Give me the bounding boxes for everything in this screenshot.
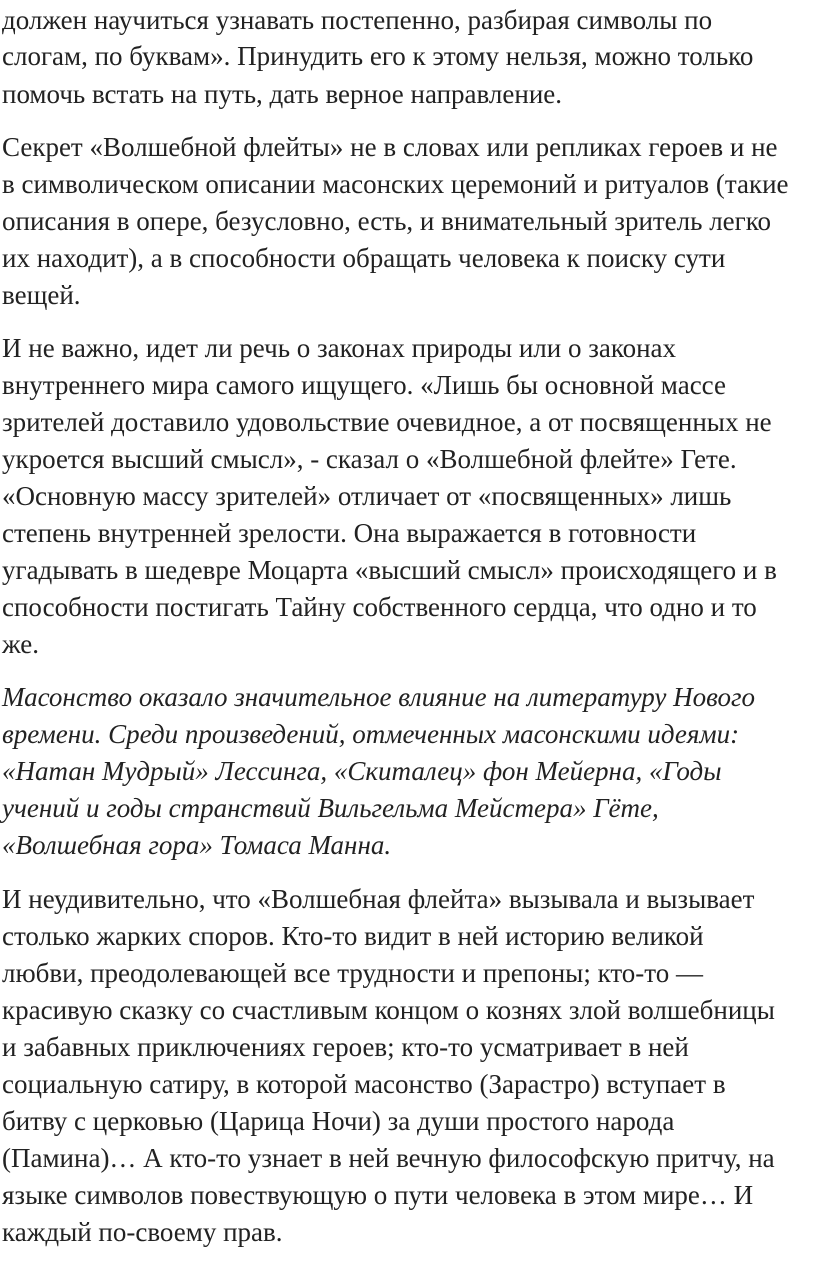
paragraph-5-line-6: социальную сатиру, в которой масонство (Зарастро) вступает в	[2, 1069, 726, 1099]
paragraph-3-line-7: угадывать в шедевре Моцарта «высший смысл» происходящего и в	[2, 555, 777, 585]
paragraph-2-line-2: в символическом описании масонских церемоний и ритуалов (такие	[2, 169, 789, 199]
paragraph-2-line-5: вещей.	[2, 280, 81, 310]
paragraph-4-line-4: учений и годы странствий Вильгельма Мейстера» Гёте,	[2, 793, 659, 823]
paragraph-4-line-3: «Натан Мудрый» Лессинга, «Скиталец» фон Мейерна, «Годы	[2, 756, 722, 786]
paragraph-5-line-3: любви, преодолевающей все трудности и препоны; кто-то —	[2, 958, 703, 988]
paragraph-2-line-4: их находит), а в способности обращать человека к поиску сути	[2, 243, 726, 273]
paragraph-3-line-5: «Основную массу зрителей» отличает от «посвященных» лишь	[2, 481, 732, 511]
paragraph-3-line-1: И не важно, идет ли речь о законах природы или о законах	[2, 333, 677, 363]
paragraph-5-line-8: (Памина)… А кто-то узнает в ней вечную философскую притчу, на	[2, 1143, 775, 1173]
paragraph-5-line-7: битву с церковью (Царица Ночи) за души простого народа	[2, 1106, 675, 1136]
paragraph-5-line-5: и забавных приключениях героев; кто-то усматривает в ней	[2, 1032, 689, 1062]
paragraph-5-line-1: И неудивительно, что «Волшебная флейта» вызывала и вызывает	[2, 884, 755, 914]
paragraph-3-line-8: способности постигать Тайну собственного сердца, что одно и то	[2, 592, 757, 622]
paragraph-5-line-2: столько жарких споров. Кто-то видит в ней историю великой	[2, 921, 704, 951]
paragraph-3-line-9: же.	[2, 629, 40, 659]
paragraph-3-line-3: зрителей доставило удовольствие очевидное, а от посвященных не	[2, 407, 772, 437]
paragraph-3-line-2: внутреннего мира самого ищущего. «Лишь бы основной массе	[2, 370, 726, 400]
paragraph-1-line-2: слогам, по буквам». Принудить его к этому нельзя, можно только	[2, 41, 754, 71]
paragraph-1-line-3: помочь встать на путь, дать верное направление.	[2, 79, 563, 109]
paragraph-1-line-1: должен научиться узнавать постепенно, разбирая символы по	[2, 5, 713, 35]
paragraph-4-line-2: времени. Среди произведений, отмеченных масонскими идеями:	[2, 719, 740, 749]
paragraph-5-line-9: языке символов повествующую о пути человека в этом мире… И	[2, 1180, 754, 1210]
paragraph-3-line-4: укроется высший смысл», - сказал о «Волшебной флейте» Гете.	[2, 444, 737, 474]
paragraph-2-line-3: описания в опере, безусловно, есть, и внимательный зритель легко	[2, 206, 771, 236]
paragraph-5-line-4: красивую сказку со счастливым концом о кознях злой волшебницы	[2, 995, 775, 1025]
paragraph-4-line-5: «Волшебная гора» Томаса Манна.	[2, 830, 392, 860]
paragraph-2-line-1: Секрет «Волшебной флейты» не в словах или репликах героев и не	[2, 132, 778, 162]
paragraph-3-line-6: степень внутренней зрелости. Она выражается в готовности	[2, 518, 697, 548]
paragraph-5-line-10: каждый по-своему прав.	[2, 1217, 283, 1247]
paragraph-4-line-1: Масонство оказало значительное влияние на литературу Нового	[2, 682, 756, 712]
